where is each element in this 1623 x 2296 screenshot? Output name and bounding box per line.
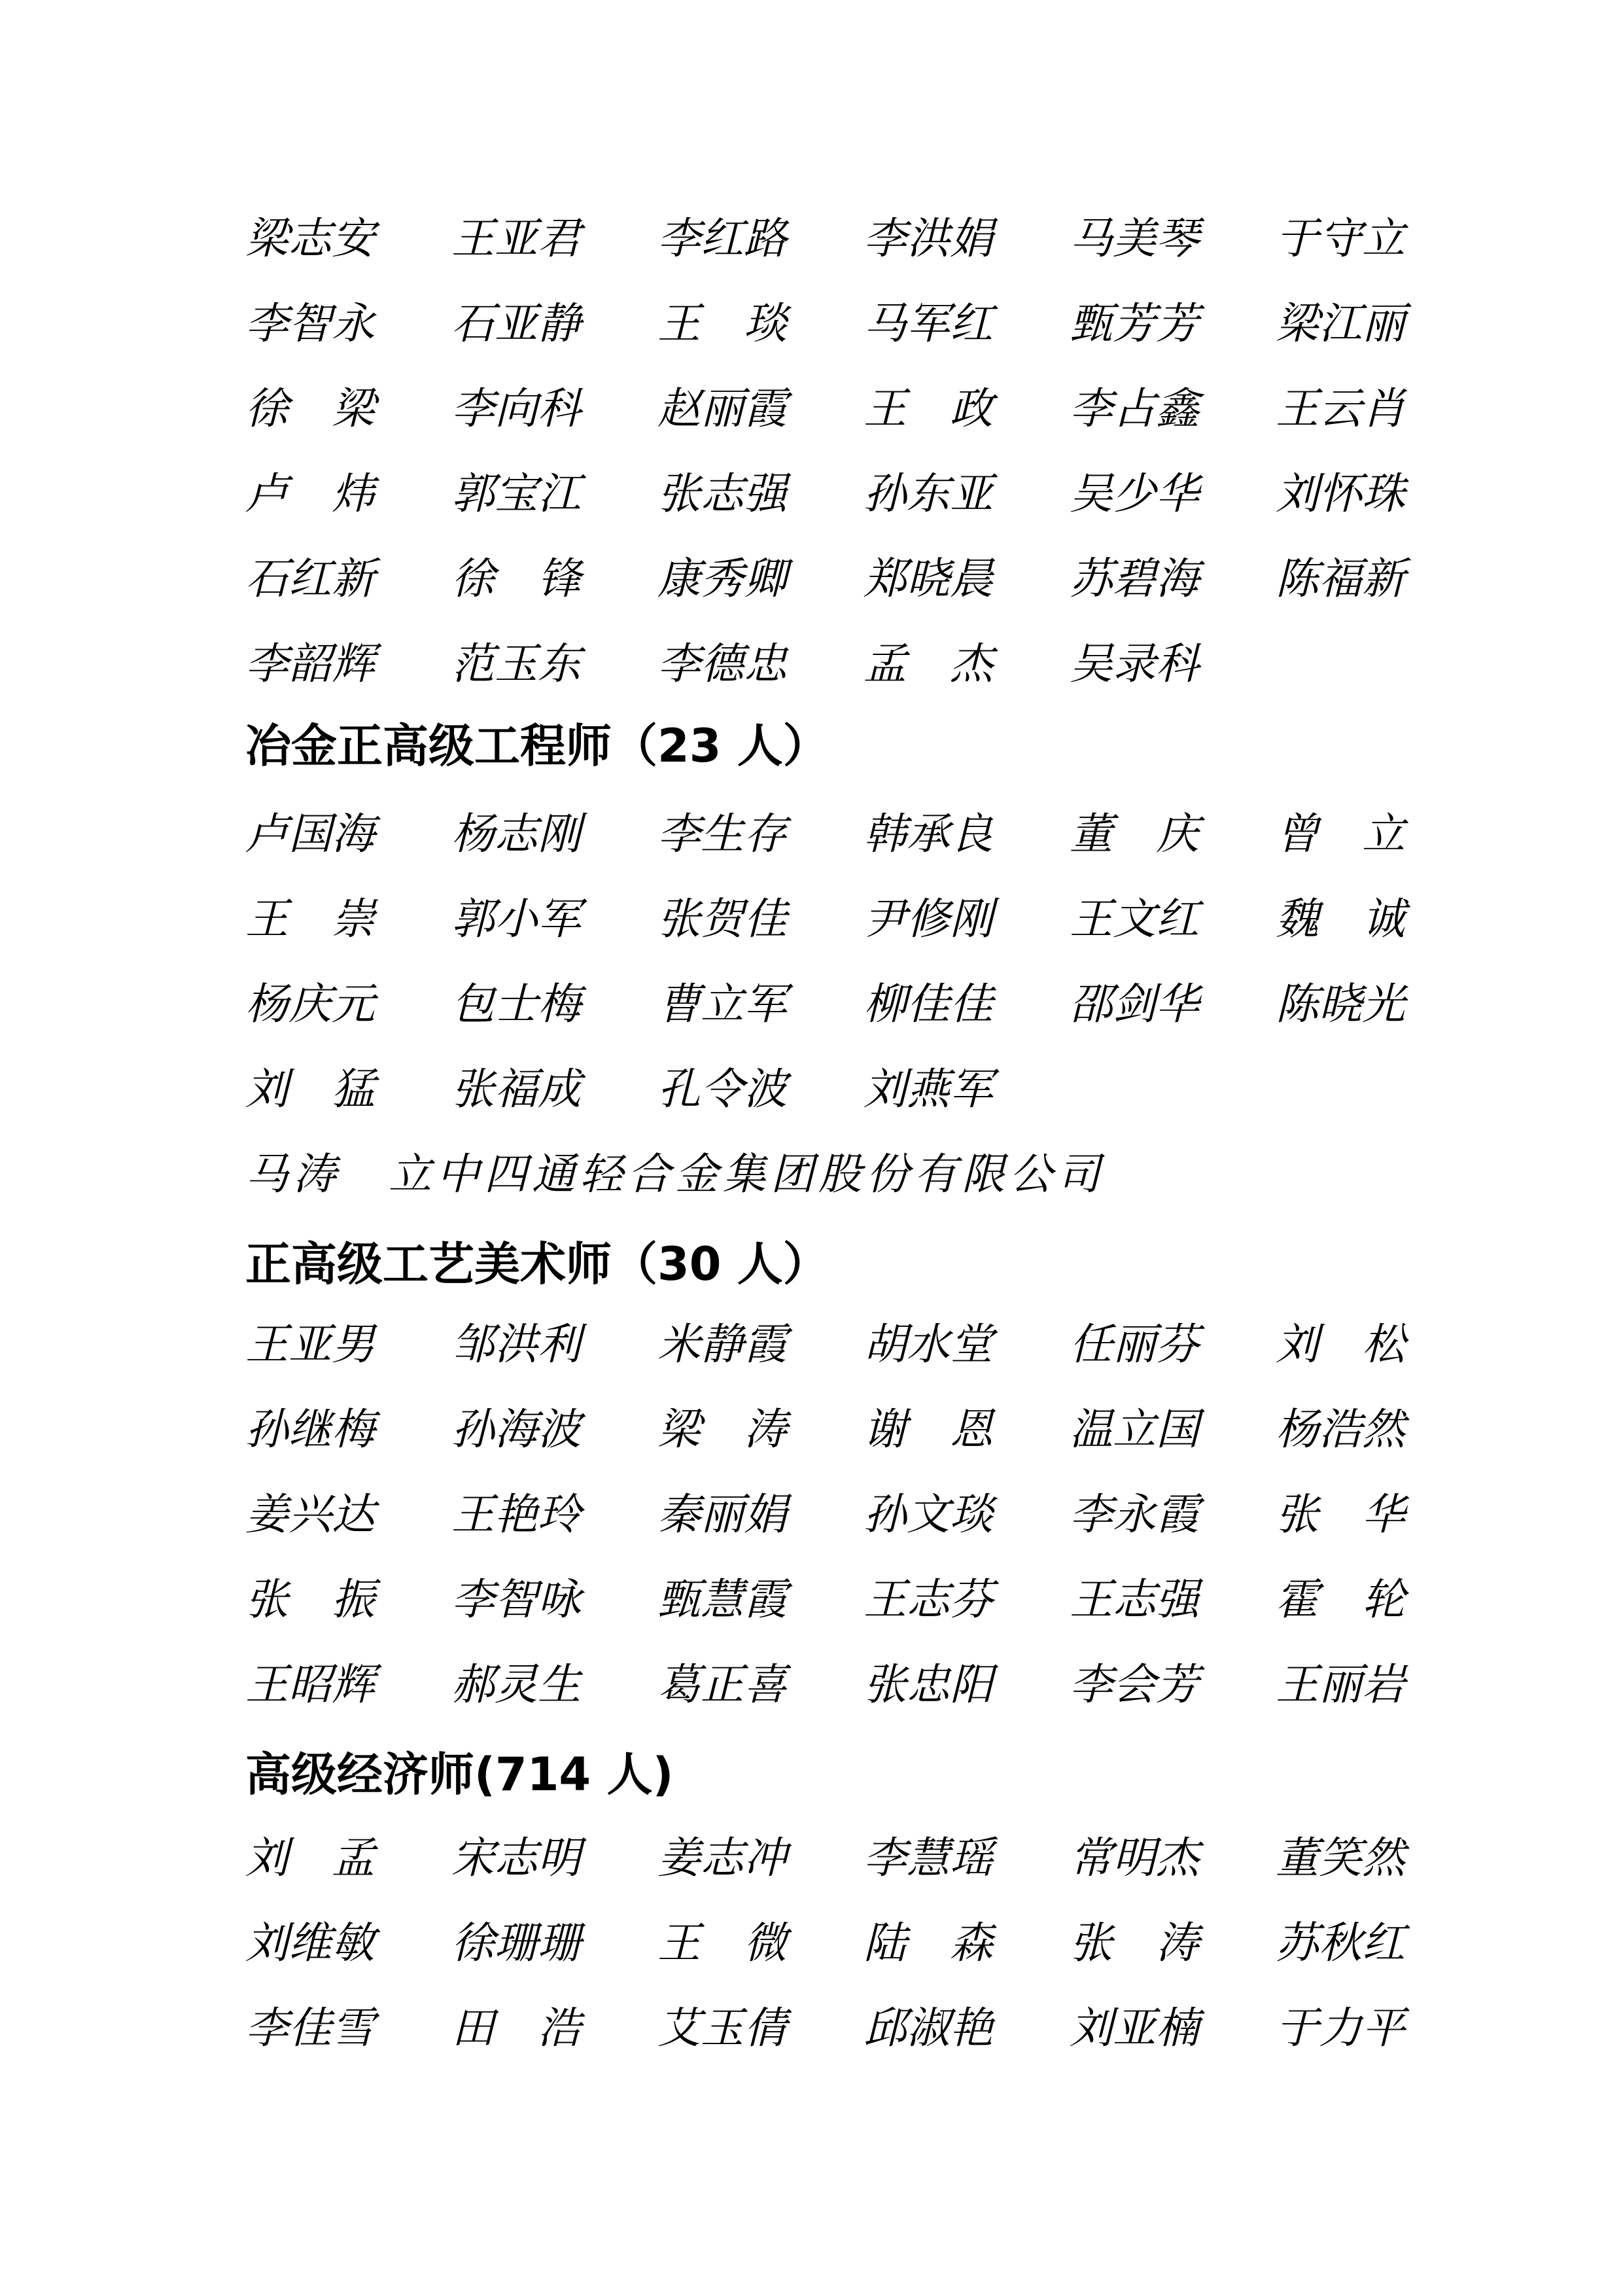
person-name: 艾玉倩	[657, 2003, 787, 2053]
person-name: 王志强	[1070, 1574, 1199, 1625]
person-name: 杨志刚	[451, 809, 581, 859]
person-name: 孔令波	[657, 1064, 787, 1114]
person-name: 郝灵生	[451, 1659, 581, 1710]
person-name: 刘亚楠	[1070, 2003, 1199, 2053]
person-name: 李向科	[451, 383, 581, 434]
person-name: 孟 杰	[864, 639, 993, 689]
name-row	[245, 1832, 1623, 1892]
person-name: 李智咏	[451, 1574, 581, 1625]
name-row	[245, 893, 1623, 953]
name-row	[245, 1917, 1623, 1977]
person-name: 尹修刚	[864, 894, 993, 944]
person-name: 李永霞	[1070, 1489, 1199, 1540]
person-name: 苏碧海	[1070, 554, 1199, 604]
person-name: 王志芬	[864, 1574, 993, 1625]
name-row	[245, 553, 1623, 613]
person-name: 温立国	[1070, 1404, 1199, 1455]
person-name: 柳佳佳	[864, 979, 993, 1029]
person-name: 李德忠	[657, 639, 787, 689]
person-name: 邹洪利	[451, 1319, 581, 1369]
person-name: 李红路	[657, 213, 787, 264]
section-heading: 冶金正高级工程师（23 人）	[245, 719, 829, 773]
person-name: 张 振	[245, 1574, 375, 1625]
person-name: 杨庆元	[245, 979, 375, 1029]
person-name: 姜志冲	[657, 1833, 787, 1883]
person-name: 马军红	[864, 298, 993, 349]
person-name: 甄芳芳	[1070, 298, 1199, 349]
person-name: 张 华	[1276, 1489, 1405, 1540]
name-with-company: 马涛 立中四通轻合金集团股份有限公司	[245, 1149, 1105, 1199]
person-name: 刘维敏	[245, 1918, 375, 1968]
person-name: 董 庆	[1070, 809, 1199, 859]
person-name: 曹立军	[657, 979, 787, 1029]
person-name: 王 政	[864, 383, 993, 434]
person-name: 徐 梁	[245, 383, 375, 434]
person-name: 范玉东	[451, 639, 581, 689]
name-row	[245, 383, 1623, 443]
person-name: 刘怀珠	[1276, 468, 1405, 519]
person-name: 邱淑艳	[864, 2003, 993, 2053]
person-name: 李生存	[657, 809, 787, 859]
person-name: 孙东亚	[864, 468, 993, 519]
person-name: 常明杰	[1070, 1833, 1199, 1883]
name-row	[245, 1574, 1623, 1634]
person-name: 胡水堂	[864, 1319, 993, 1369]
person-name: 陈晓光	[1276, 979, 1405, 1029]
person-name: 张忠阳	[864, 1659, 993, 1710]
person-name: 张福成	[451, 1064, 581, 1114]
person-name: 李智永	[245, 298, 375, 349]
person-name: 王亚君	[451, 213, 581, 264]
person-name: 赵丽霞	[657, 383, 787, 434]
person-name: 刘 松	[1276, 1319, 1405, 1369]
person-name: 曾 立	[1276, 809, 1405, 859]
person-name: 孙文琰	[864, 1489, 993, 1540]
name-row	[245, 978, 1623, 1038]
person-name: 梁志安	[245, 213, 375, 264]
person-name: 于守立	[1276, 213, 1405, 264]
person-name: 卢国海	[245, 809, 375, 859]
person-name: 秦丽娟	[657, 1489, 787, 1540]
person-name: 梁 涛	[657, 1404, 787, 1455]
person-name: 包士梅	[451, 979, 581, 1029]
person-name: 王 崇	[245, 894, 375, 944]
section-heading: 正高级工艺美术师（30 人）	[245, 1237, 829, 1291]
person-name: 陆 森	[864, 1918, 993, 1968]
person-name: 王 琰	[657, 298, 787, 349]
name-row	[245, 1063, 1623, 1123]
person-name: 李韶辉	[245, 639, 375, 689]
person-name: 徐珊珊	[451, 1918, 581, 1968]
person-name: 王云肖	[1276, 383, 1405, 434]
person-name: 邵剑华	[1070, 979, 1199, 1029]
person-name: 李洪娟	[864, 213, 993, 264]
person-name: 田 浩	[451, 2003, 581, 2053]
person-name: 马美琴	[1070, 213, 1199, 264]
person-name: 石红新	[245, 554, 375, 604]
name-row	[245, 468, 1623, 528]
person-name: 苏秋红	[1276, 1918, 1405, 1968]
person-name: 霍 轮	[1276, 1574, 1405, 1625]
section-heading: 高级经济师(714 人)	[245, 1748, 674, 1801]
person-name: 吴少华	[1070, 468, 1199, 519]
name-row	[245, 213, 1623, 273]
person-name: 张 涛	[1070, 1918, 1199, 1968]
person-name: 康秀卿	[657, 554, 787, 604]
person-name: 韩承良	[864, 809, 993, 859]
person-name: 甄慧霞	[657, 1574, 787, 1625]
person-name: 姜兴达	[245, 1489, 375, 1540]
person-name: 刘 孟	[245, 1833, 375, 1883]
person-name: 王艳玲	[451, 1489, 581, 1540]
name-row	[245, 1404, 1623, 1464]
name-row	[245, 808, 1623, 868]
person-name: 吴录科	[1070, 639, 1199, 689]
person-name: 谢 恩	[864, 1404, 993, 1455]
person-name: 任丽芬	[1070, 1319, 1199, 1369]
person-name: 米静霞	[657, 1319, 787, 1369]
person-name: 葛正喜	[657, 1659, 787, 1710]
person-name: 王亚男	[245, 1319, 375, 1369]
person-name: 李会芳	[1070, 1659, 1199, 1710]
person-name: 宋志明	[451, 1833, 581, 1883]
person-name: 董笑然	[1276, 1833, 1405, 1883]
person-name: 张贺佳	[657, 894, 787, 944]
person-name: 卢 炜	[245, 468, 375, 519]
person-name: 魏 诚	[1276, 894, 1405, 944]
person-name: 杨浩然	[1276, 1404, 1405, 1455]
person-name: 石亚静	[451, 298, 581, 349]
person-name: 梁江丽	[1276, 298, 1405, 349]
person-name: 王丽岩	[1276, 1659, 1405, 1710]
person-name: 于力平	[1276, 2003, 1405, 2053]
person-name: 刘 猛	[245, 1064, 375, 1114]
name-row	[245, 1489, 1623, 1549]
name-row	[245, 1659, 1623, 1719]
person-name: 郭小军	[451, 894, 581, 944]
person-name: 王 微	[657, 1918, 787, 1968]
person-name: 郑晓晨	[864, 554, 993, 604]
name-row	[245, 298, 1623, 358]
person-name: 郭宝江	[451, 468, 581, 519]
person-name: 王文红	[1070, 894, 1199, 944]
name-row	[245, 1318, 1623, 1379]
name-row	[245, 638, 1623, 698]
person-name: 王昭辉	[245, 1659, 375, 1710]
person-name: 李慧瑶	[864, 1833, 993, 1883]
person-name: 刘燕军	[864, 1064, 993, 1114]
person-name: 陈福新	[1276, 554, 1405, 604]
person-name: 李佳雪	[245, 2003, 375, 2053]
person-name: 李占鑫	[1070, 383, 1199, 434]
name-row	[245, 2002, 1623, 2062]
person-name: 徐 锋	[451, 554, 581, 604]
person-name: 张志强	[657, 468, 787, 519]
person-name: 孙海波	[451, 1404, 581, 1455]
person-name: 孙继梅	[245, 1404, 375, 1455]
